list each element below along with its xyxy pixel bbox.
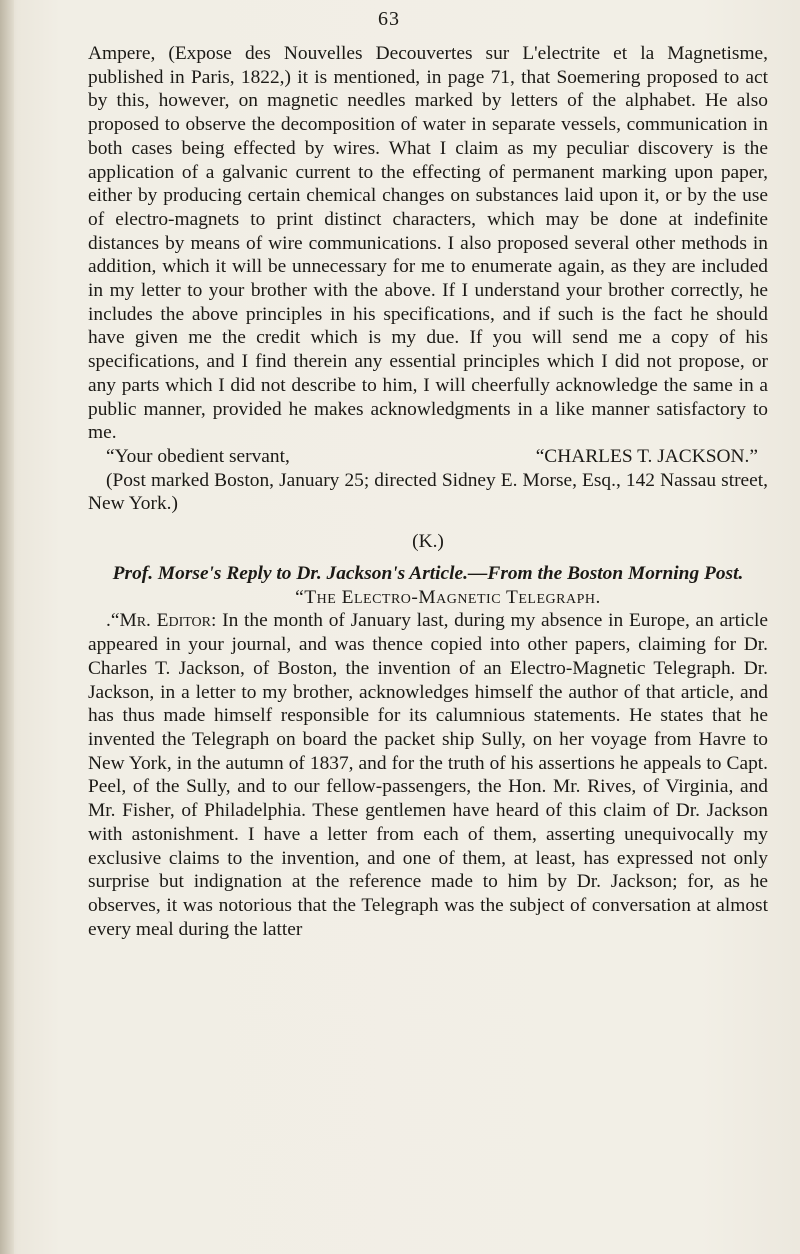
letter-body-paragraph: Ampere, (Expose des Nouvelles Decouvertes sur L'electrite et la Magnetisme, published in Paris, 1822,) it is mentioned, in page 71, that Soemering proposed to act by this, however, on magnetic needles marked by letters of the alphabet. He also proposed to observe the decomposition of water in separate vessels, communication in both cases being effected by wires. What I claim as my peculiar discovery is the application of a galvanic current to the effecting of permanent marking upon paper, either by producing certain chemical changes on substances laid upon it, or by the use of electro-magnets to print distinct characters, which may be done at indefinite distances by means of wire communications. I also proposed several other methods in addition, which it will be unnecessary for me to enumerate again, as they are included in my letter to your brother with the above. If I understand your brother correctly, he includes the above principles in his specifications, and if such is the fact he should have given me the credit which is my due. If you will send me a copy of his specifications, and I find therein any essential principles which I did not propose, or any parts which I did not describe to him, I will cheerfully acknowledge the same in a public manner, provided he makes acknowledgments in a like manner satisfactory to me.	[88, 43, 768, 444]
article-body-text: In the month of January last, during my absence in Europe, an article appeared in your journal, and was thence copied into other papers, claiming for Dr. Charles T. Jackson, of Boston, the invention of an Electro-Magnetic Telegraph. Dr. Jackson, in a letter to my brother, acknowledges himself the author of that article, and has thus made himself responsible for its calumnious statements. He states that he invented the Telegraph on board the packet ship Sully, on her voyage from Havre to New York, in the autumn of 1837, and for the truth of his assertions he appeals to Capt. Peel, of the Sully, and to our fellow-passengers, the Hon. Mr. Rives, of Virginia, and Mr. Fisher, of Philadelphia. These gentlemen have heard of this claim of Dr. Jackson with astonishment. I have a letter from each of them, asserting unequivocally my exclusive claims to the invention, and one of them, at least, has expressed not only surprise but indignation at the reference made to him by Dr. Jackson; for, as he observes, it was notorious that the Telegraph was the subject of conversation at almost every meal during the latter	[88, 610, 769, 940]
section-mark: (K.)	[412, 531, 444, 553]
page-binding-edge	[0, 0, 14, 1254]
page-number: 63	[378, 8, 400, 30]
article-title: Prof. Morse's Reply to Dr. Jackson's Article.—From the Boston Morning Post.	[112, 563, 744, 585]
letter-signature-line	[88, 445, 768, 469]
article-body-paragraph	[88, 609, 768, 941]
letter-signature: “CHARLES T. JACKSON.”	[535, 445, 758, 467]
letter-closing: “Your obedient servant,	[106, 445, 290, 467]
page-content	[88, 42, 768, 941]
article-subhead: “The Electro-Magnetic Telegraph.	[295, 586, 601, 608]
postmark-note: (Post marked Boston, January 25; directed Sidney E. Morse, Esq., 142 Nassau street, New York.)	[88, 469, 768, 515]
salutation: .“Mr. Editor:	[106, 610, 217, 632]
